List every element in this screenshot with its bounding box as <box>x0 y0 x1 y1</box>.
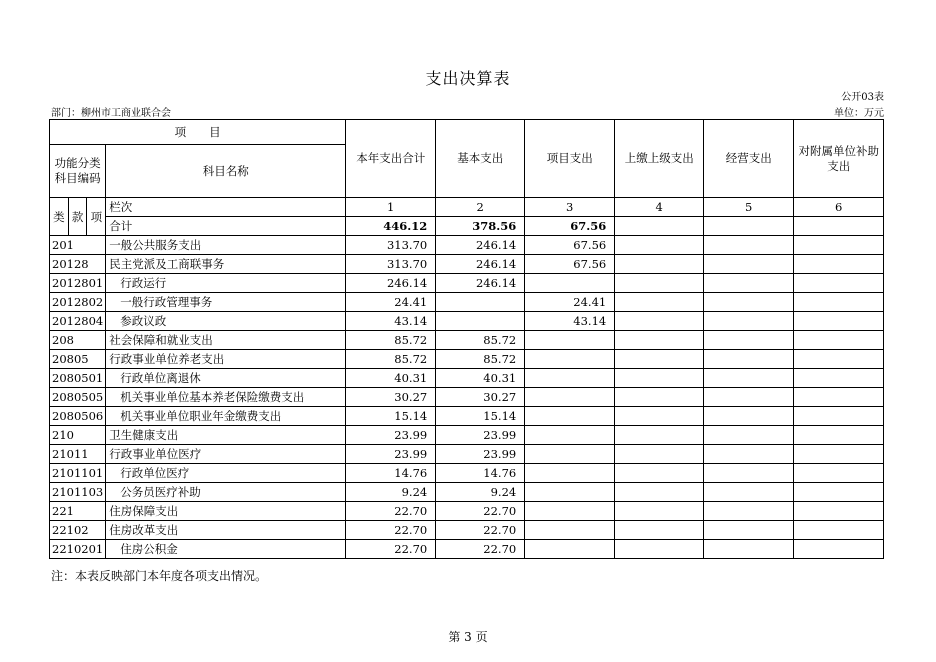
table-row <box>50 540 884 559</box>
table-row <box>50 255 884 274</box>
row-value <box>794 312 884 331</box>
row-name: 行政单位医疗 <box>106 464 346 483</box>
lanci-number: 5 <box>704 198 794 217</box>
total-value <box>704 217 794 236</box>
row-code: 22102 <box>50 521 106 540</box>
row-value <box>704 350 794 369</box>
row-name: 一般公共服务支出 <box>106 236 346 255</box>
row-value <box>704 274 794 293</box>
page-title: 支出决算表 <box>425 69 511 88</box>
row-value <box>615 331 704 350</box>
row-name: 社会保障和就业支出 <box>106 331 346 350</box>
row-name: 行政事业单位医疗 <box>106 445 346 464</box>
row-name: 卫生健康支出 <box>106 426 346 445</box>
row-value <box>525 369 615 388</box>
row-value <box>615 236 704 255</box>
row-value <box>615 445 704 464</box>
row-value <box>794 540 884 559</box>
row-value: 22.70 <box>346 521 436 540</box>
row-code: 208 <box>50 331 106 350</box>
row-value: 22.70 <box>346 502 436 521</box>
row-value <box>704 236 794 255</box>
row-value: 313.70 <box>346 255 436 274</box>
row-value <box>704 312 794 331</box>
row-name: 住房改革支出 <box>106 521 346 540</box>
department-label: 部门：柳州市工商业联合会 <box>51 108 171 119</box>
kuan-header: 款 <box>68 198 87 236</box>
row-value <box>615 426 704 445</box>
row-value: 40.31 <box>436 369 525 388</box>
row-name: 行政单位离退休 <box>106 369 346 388</box>
row-value: 40.31 <box>346 369 436 388</box>
row-value <box>704 331 794 350</box>
row-name: 行政运行 <box>106 274 346 293</box>
row-code: 221 <box>50 502 106 521</box>
lanci-label: 栏次 <box>106 198 346 217</box>
row-value: 24.41 <box>525 293 615 312</box>
row-name: 参政议政 <box>106 312 346 331</box>
row-value: 246.14 <box>436 255 525 274</box>
row-value <box>525 540 615 559</box>
col-header-total: 本年支出合计 <box>346 120 436 198</box>
row-value <box>794 255 884 274</box>
row-value <box>525 407 615 426</box>
table-row <box>50 521 884 540</box>
row-value: 85.72 <box>346 331 436 350</box>
row-code: 2210201 <box>50 540 106 559</box>
row-value <box>704 445 794 464</box>
total-value <box>615 217 704 236</box>
row-value: 14.76 <box>346 464 436 483</box>
row-value <box>436 312 525 331</box>
table-row <box>50 350 884 369</box>
row-value <box>615 521 704 540</box>
row-value <box>615 369 704 388</box>
row-value <box>794 426 884 445</box>
row-value <box>525 464 615 483</box>
row-value <box>615 464 704 483</box>
row-code: 2101101 <box>50 464 106 483</box>
row-value: 14.76 <box>436 464 525 483</box>
table-row <box>50 274 884 293</box>
row-value <box>794 369 884 388</box>
table-row <box>50 331 884 350</box>
row-value: 22.70 <box>436 502 525 521</box>
row-value: 30.27 <box>346 388 436 407</box>
row-name: 公务员医疗补助 <box>106 483 346 502</box>
row-code: 2012801 <box>50 274 106 293</box>
row-code: 2012804 <box>50 312 106 331</box>
lanci-number: 1 <box>346 198 436 217</box>
form-code: 公开03表 <box>841 92 884 103</box>
row-code: 2012802 <box>50 293 106 312</box>
expenditure-table <box>49 119 884 559</box>
total-label: 合计 <box>106 217 346 236</box>
row-value: 22.70 <box>436 540 525 559</box>
row-value <box>525 521 615 540</box>
row-value <box>615 388 704 407</box>
xiang-header: 项 <box>87 198 106 236</box>
row-value <box>794 521 884 540</box>
row-value: 23.99 <box>346 426 436 445</box>
row-value <box>794 236 884 255</box>
row-code: 210 <box>50 426 106 445</box>
row-value <box>615 350 704 369</box>
lei-header: 类 <box>50 198 69 236</box>
col-header-project: 项目支出 <box>525 120 615 198</box>
row-name: 机关事业单位基本养老保险缴费支出 <box>106 388 346 407</box>
row-value: 23.99 <box>436 445 525 464</box>
row-value <box>525 350 615 369</box>
row-value <box>615 483 704 502</box>
row-name: 住房公积金 <box>106 540 346 559</box>
row-value: 22.70 <box>436 521 525 540</box>
row-name: 机关事业单位职业年金缴费支出 <box>106 407 346 426</box>
row-value <box>704 540 794 559</box>
subject-name-header: 科目名称 <box>106 145 346 198</box>
page-number: 第 3 页 <box>448 630 488 644</box>
row-value <box>704 388 794 407</box>
table-row <box>50 293 884 312</box>
row-value <box>615 502 704 521</box>
total-value: 446.12 <box>346 217 436 236</box>
lanci-number: 3 <box>525 198 615 217</box>
row-name: 一般行政管理事务 <box>106 293 346 312</box>
row-code: 20805 <box>50 350 106 369</box>
row-value <box>704 255 794 274</box>
row-value <box>794 445 884 464</box>
row-value: 23.99 <box>436 426 525 445</box>
row-value <box>615 312 704 331</box>
row-value <box>794 407 884 426</box>
row-value <box>525 426 615 445</box>
row-value <box>704 369 794 388</box>
table-row <box>50 236 884 255</box>
row-value <box>794 331 884 350</box>
row-value <box>704 483 794 502</box>
row-value <box>525 388 615 407</box>
row-value: 246.14 <box>346 274 436 293</box>
row-value: 24.41 <box>346 293 436 312</box>
row-code: 20128 <box>50 255 106 274</box>
row-value: 67.56 <box>525 236 615 255</box>
col-header-basic: 基本支出 <box>436 120 525 198</box>
lanci-number: 2 <box>436 198 525 217</box>
row-value <box>704 407 794 426</box>
row-value: 43.14 <box>525 312 615 331</box>
row-name: 行政事业单位养老支出 <box>106 350 346 369</box>
row-code: 201 <box>50 236 106 255</box>
row-value: 22.70 <box>346 540 436 559</box>
col-header-business: 经营支出 <box>704 120 794 198</box>
func-code-header: 功能分类科目编码 <box>50 145 106 198</box>
unit-label: 单位：万元 <box>834 108 884 119</box>
row-value: 9.24 <box>346 483 436 502</box>
row-value <box>794 350 884 369</box>
row-code: 2101103 <box>50 483 106 502</box>
row-value <box>704 464 794 483</box>
row-value <box>794 274 884 293</box>
row-code: 2080505 <box>50 388 106 407</box>
table-row <box>50 388 884 407</box>
lanci-number: 4 <box>615 198 704 217</box>
row-code: 21011 <box>50 445 106 464</box>
row-value <box>704 426 794 445</box>
item-header: 项 目 <box>50 120 346 145</box>
row-value <box>615 255 704 274</box>
row-value: 67.56 <box>525 255 615 274</box>
col-header-remit: 上缴上级支出 <box>615 120 704 198</box>
row-value <box>525 483 615 502</box>
row-value: 43.14 <box>346 312 436 331</box>
table-row <box>50 312 884 331</box>
row-value: 85.72 <box>436 350 525 369</box>
table-row <box>50 464 884 483</box>
row-code: 2080501 <box>50 369 106 388</box>
row-value: 23.99 <box>346 445 436 464</box>
row-value <box>436 293 525 312</box>
table-row <box>50 407 884 426</box>
table-row <box>50 445 884 464</box>
row-code: 2080506 <box>50 407 106 426</box>
row-value: 15.14 <box>436 407 525 426</box>
row-value: 15.14 <box>346 407 436 426</box>
row-value <box>525 445 615 464</box>
row-value: 246.14 <box>436 236 525 255</box>
row-value <box>615 407 704 426</box>
row-value: 313.70 <box>346 236 436 255</box>
row-value: 85.72 <box>436 331 525 350</box>
row-value <box>794 464 884 483</box>
table-row <box>50 483 884 502</box>
row-value <box>615 274 704 293</box>
footnote: 注：本表反映部门本年度各项支出情况。 <box>51 569 268 583</box>
row-name: 民主党派及工商联事务 <box>106 255 346 274</box>
total-value: 378.56 <box>436 217 525 236</box>
row-value: 85.72 <box>346 350 436 369</box>
row-value <box>525 502 615 521</box>
row-value <box>615 540 704 559</box>
total-value: 67.56 <box>525 217 615 236</box>
row-value <box>794 483 884 502</box>
row-value <box>794 293 884 312</box>
row-value <box>525 274 615 293</box>
row-value <box>704 502 794 521</box>
row-name: 住房保障支出 <box>106 502 346 521</box>
table-row <box>50 426 884 445</box>
row-value <box>704 293 794 312</box>
row-value: 246.14 <box>436 274 525 293</box>
total-value <box>794 217 884 236</box>
row-value: 9.24 <box>436 483 525 502</box>
row-value <box>704 521 794 540</box>
row-value <box>794 388 884 407</box>
col-header-subsidy: 对附属单位补助支出 <box>794 120 884 198</box>
table-row <box>50 369 884 388</box>
row-value <box>525 331 615 350</box>
row-value: 30.27 <box>436 388 525 407</box>
lanci-number: 6 <box>794 198 884 217</box>
row-value <box>615 293 704 312</box>
row-value <box>794 502 884 521</box>
table-row <box>50 502 884 521</box>
